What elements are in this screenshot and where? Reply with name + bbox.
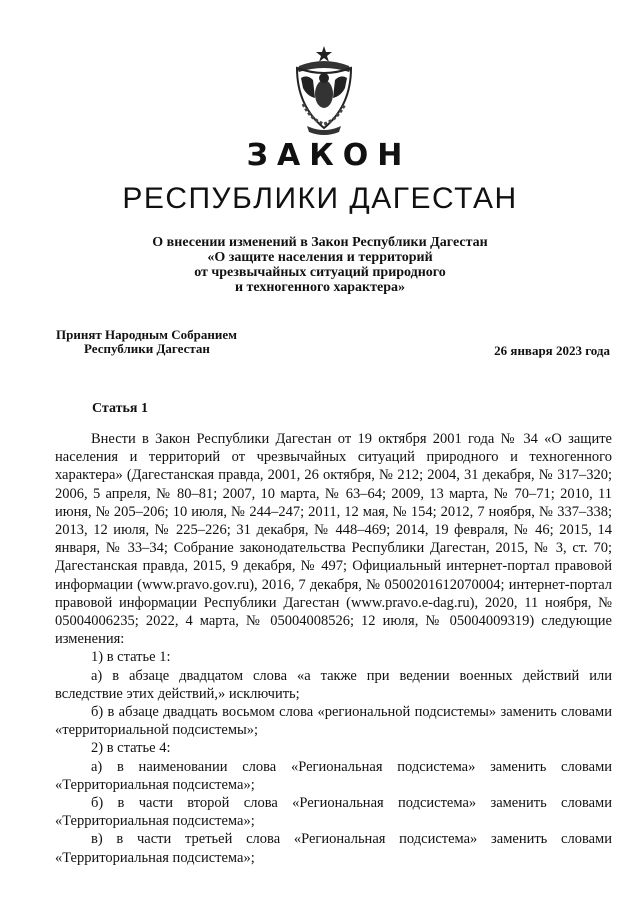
coat-of-arms-emblem	[293, 44, 355, 136]
paragraph: Внести в Закон Республики Дагестан от 19 октября 2001 года № 34 «О защите населения и территорий от чрезвычайных ситуаций природного и техногенного характера» (Дагестанская правда, 2001, 26 октября, № 212; 2004, 31 декабря, № 317–320; 2006, 5 апреля, № 80–81; 2007, 10 марта, № 63–64; 2009, 13 марта, № 70–71; 2010, 11 июня, № 205–206; 10 июля, № 244–247; 2011, 12 мая, № 154; 2012, 7 ноября, № 337–338; 2013, 12 июля, № 225–226; 31 декабря, № 448–469; 2014, 19 февраля, № 46; 2015, 14 января, № 33–34; Собрание законодательства Республики Дагестан, 2015, № 3, ст. 70; Дагестанская правда, 2015, 9 декабря, № 497; Официальный интернет-портал правовой информации (www.pravo.gov.ru), 2016, 7 декабря, № 0500201612070004; интернет-портал правовой информации Республики Дагестан (www.pravo.e-dag.ru), 2020, 11 ноября, № 05004006235; 2022, 4 марта, № 05004008526; 12 июля, № 05004009319) следующие изменения:	[55, 431, 612, 648]
article-title: Статья 1	[92, 401, 148, 416]
paragraph: а) в абзаце двадцатом слова «а также при ведении военных действий или вследствие этих действий,» исключить;	[55, 667, 612, 702]
subtitle-line: от чрезвычайных ситуаций природного	[194, 265, 446, 280]
adopted-by	[56, 328, 237, 356]
paragraph: в) в части третьей слова «Региональная подсистема» заменить словами «Территориальная подсистема»;	[55, 831, 612, 866]
adoption-date: 26 января 2023 года	[494, 343, 610, 358]
subtitle-line: «О защите населения и территорий	[207, 250, 433, 265]
paragraph: а) в наименовании слова «Региональная подсистема» заменить словами «Территориальная подсистема»;	[55, 758, 612, 793]
republic-title: РЕСПУБЛИКИ ДАГЕСТАН	[122, 182, 518, 215]
paragraph: 1) в статье 1:	[91, 649, 171, 666]
paragraph: б) в абзаце двадцать восьмом слова «региональной подсистемы» заменить словами «территориальной подсистемы»;	[55, 704, 612, 739]
subtitle-line: и техногенного характера»	[234, 280, 406, 295]
article-body	[55, 430, 612, 867]
paragraph: б) в части второй слова «Региональная подсистема» заменить словами «Территориальная подсистема»;	[55, 795, 612, 830]
law-title: ЗАКОН	[246, 138, 412, 173]
law-subtitle	[0, 235, 640, 295]
paragraph: 2) в статье 4:	[91, 740, 171, 757]
adopted-line-2: Республики Дагестан	[84, 341, 210, 356]
adopted-line-1: Принят Народным Собранием	[56, 327, 238, 342]
subtitle-line: О внесении изменений в Закон Республики Дагестан	[152, 235, 488, 250]
